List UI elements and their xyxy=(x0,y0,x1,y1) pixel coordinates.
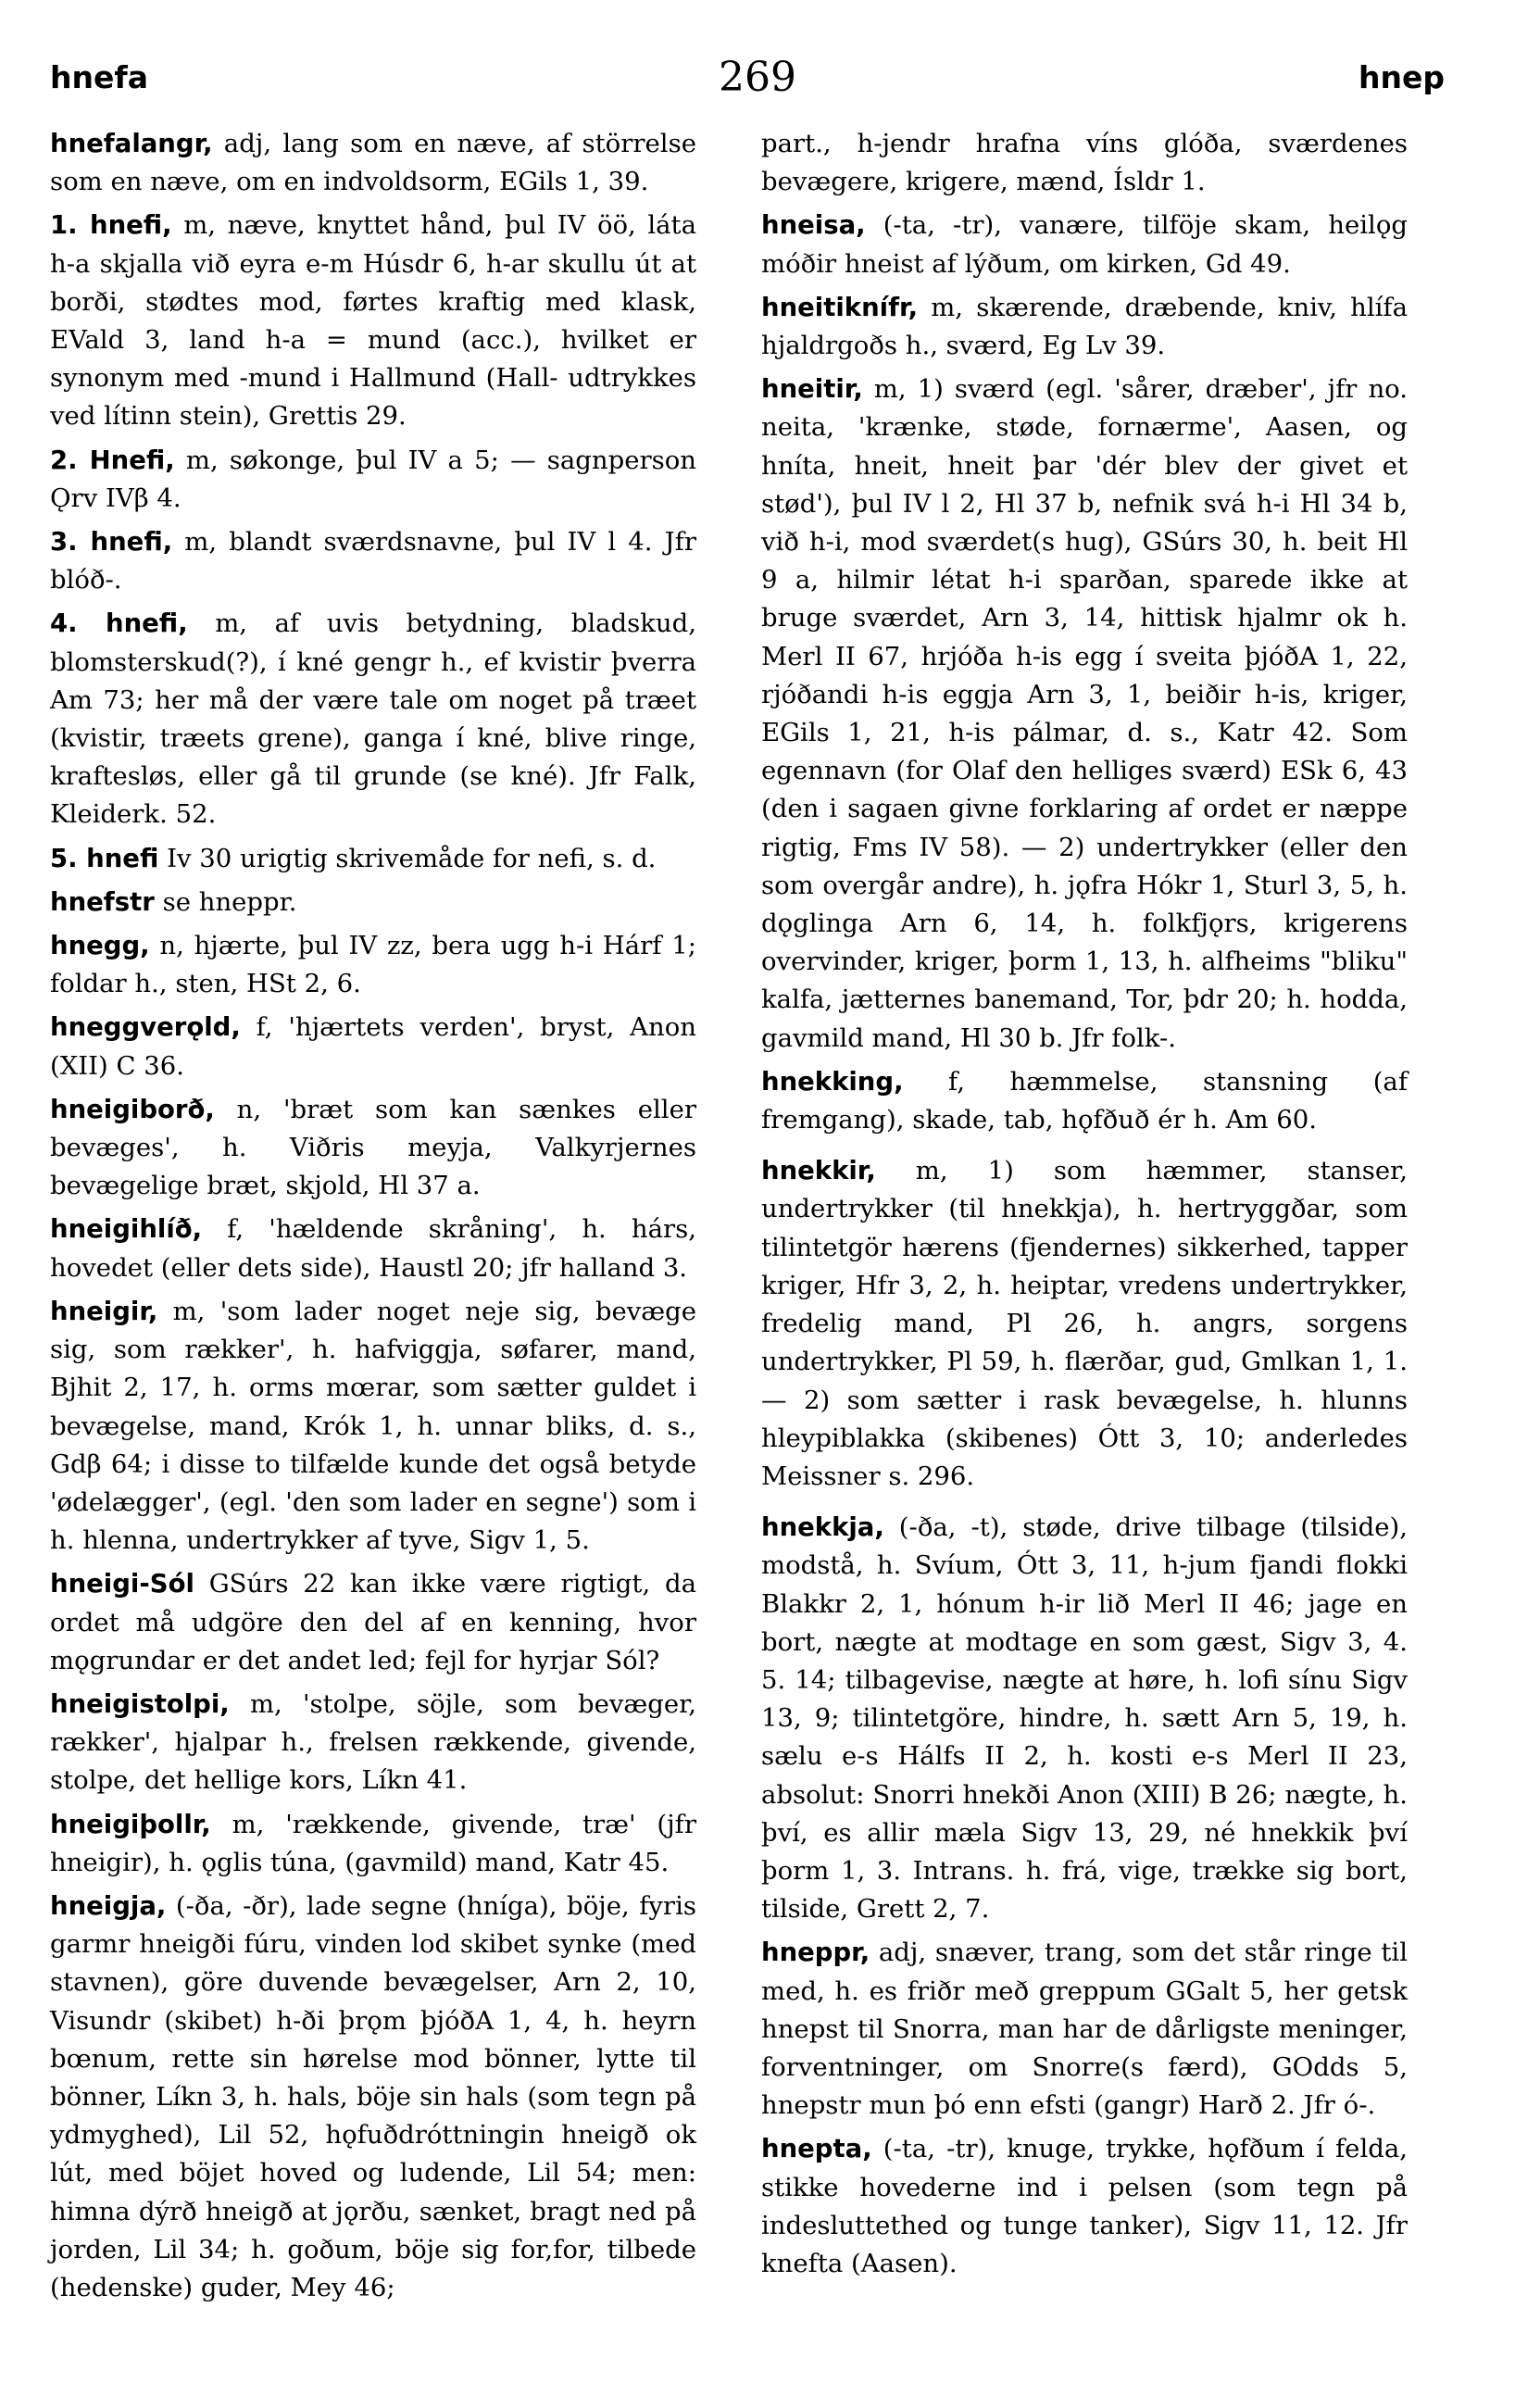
entry-headword: 1. hnefi, xyxy=(50,210,172,241)
dictionary-entry xyxy=(50,442,696,518)
entry-body: (-ta, -tr), knuge, trykke, hǫfðum í felda, stikke hovederne ind i pelsen (som tegn på indesluttethed og tunge tanker), Sigv 11, 12. Jfr knefta (Aasen). xyxy=(761,2134,1408,2278)
entry-body: m, blandt sværdsnavne, þul IV l 4. Jfr blóð-. xyxy=(50,527,696,596)
dictionary-entry xyxy=(761,1509,1408,1928)
entry-headword: hneigiþollr, xyxy=(50,1809,211,1839)
entry-headword: hnekking, xyxy=(761,1066,904,1097)
entry-body: adj, lang som en næve, af störrelse som en næve, om en indvoldsorm, EGils 1, 39. xyxy=(50,129,696,197)
right-column xyxy=(761,125,1408,2289)
dictionary-entry xyxy=(50,1806,696,1882)
page-number: 269 xyxy=(719,54,796,101)
dictionary-entry xyxy=(50,1686,696,1800)
entry-body: f, hæmmelse, stansning (af fremgang), skade, tab, hǫfðuð ér h. Am 60. xyxy=(761,1066,1408,1135)
entry-body: (-ða, -t), støde, drive tilbage (tilside), modstå, h. Svíum, Ótt 3, 11, h-jum fjandi flokki Blakkr 2, 1, hónum h-ir lið Merl II 46; jage en bort, nægte at modtage en som gæst, Sigv 3, 4. 5. 14; tilbagevise, nægte at høre, h. lofi sínu Sigv 13, 9; tilintetgöre, hindre, h. sætt Arn 5, 19, h. sælu e-s Hálfs II 2, h. kosti e-s Merl II 23, absolut: Snorri hnekði Anon (XIII) B 26; nægte, h. því, es allir mæla Sigv 13, 29, né hnekkik því þorm 1, 3. Intrans. h. frá, vige, trække sig bort, tilside, Grett 2, 7. xyxy=(761,1512,1408,1925)
entry-headword: hneggverǫld, xyxy=(50,1012,241,1043)
dictionary-entry xyxy=(50,1009,696,1085)
entry-body: f, 'hjærtets verden', bryst, Anon (XII) C 36. xyxy=(50,1012,696,1081)
dictionary-entry xyxy=(761,1934,1408,2125)
entry-body: GSúrs 22 kan ikke være rigtigt, da ordet må udgöre den del af en kenning, hvor mǫgrundar er det andet led; fejl for hyrjar Sól? xyxy=(50,1569,696,1675)
entry-headword: hnekkir, xyxy=(761,1156,876,1186)
entry-headword: hnefalangr, xyxy=(50,129,213,158)
entry-headword: hneisa, xyxy=(761,210,866,241)
entry-body: se hneppr. xyxy=(154,886,297,917)
dictionary-entry xyxy=(50,1293,696,1560)
entry-headword: hneigihlíð, xyxy=(50,1214,203,1245)
entry-body: m, 'som lader noget neje sig, bevæge sig, som rækker', h. hafviggja, søfarer, mand, Bjhit 2, 17, h. orms mœrar, som sætter guldet i bevægelse, mand, Krók 1, h. unnar bliks, d. s., Gdβ 64; i disse to tilfælde kunde det også betyde 'ødelægger', (egl. 'den som lader en segne') som i h. hlenna, undertrykker af tyve, Sigv 1, 5. xyxy=(50,1296,696,1556)
entry-headword: hneigistolpi, xyxy=(50,1688,230,1719)
entry-headword: hneitiknífr, xyxy=(761,292,919,322)
entry-body: m, 1) sværd (egl. 'sårer, dræber', jfr no. neita, 'krænke, støde, fornærme', Aasen, og hníta, hneit, hneit þar 'dér blev der givet et stød'), þul IV l 2, Hl 37 b, nefnik svá h-i Hl 34 b, við h-i, mod sværdet(s hug), GSúrs 30, h. beit Hl 9 a, hilmir létat h-i sparðan, sparede ikke at bruge sværdet, Arn 3, 14, hittisk hjalmr ok h. Merl II 67, hrjóða h-is egg í sveita þjóðA 1, 22, rjóðandi h-is eggja Arn 3, 1, beiðir h-is, kriger, EGils 1, 21, h-is pálmar, d. s., Katr 42. Som egennavn (for Olaf den helliges sværd) ESk 6, 43 (den i sagaen givne forklaring af ordet er næppe rigtig, Fms IV 58). — 2) undertrykker (eller den som overgår andre), h. jǫfra Hókr 1, Sturl 3, 5, h. dǫglinga Arn 6, 14, h. folkfjǫrs, krigerens overvinder, kriger, þorm 1, 13, h. alfheims "bliku" kalfa, jætternes banemand, Tor, þdr 20; h. hodda, gavmild mand, Hl 30 b. Jfr folk-. xyxy=(761,374,1408,1053)
entry-body: m, søkonge, þul IV a 5; — sagnperson Ǫrv IVβ 4. xyxy=(50,445,696,513)
entry-headword: hneppr, xyxy=(761,1938,870,1968)
entry-body: n, 'bræt som kan sænkes eller bevæges', h. Viðris meyja, Valkyrjernes bevægelige bræt, skjold, Hl 37 a. xyxy=(50,1094,696,1201)
entry-body: (-ða, -ðr), lade segne (hníga), böje, fyris garmr hneigði fúru, vinden lod skibet synke (med stavnen), göre duvende bevægelser, Arn 2, 10, Visundr (skibet) h-ði þrǫm þjóðA 1, 4, h. heyrn bœnum, rette sin hørelse mod bönner, lytte til bönner, Líkn 3, h. hals, böje sin hals (som tegn på ydmyghed), Lil 52, hǫfuðdróttningin hneigð ok lút, med böjet hoved og ludende, Lil 54; men: himna dýrð hneigð at jǫrðu, sænket, bragt ned på jorden, Lil 34; h. goðum, böje sig for,for, tilbede (hedenske) guder, Mey 46; xyxy=(50,1890,696,2302)
dictionary-entry xyxy=(50,1565,696,1680)
entry-body: m, 'stolpe, söjle, som bevæger, rækker', hjalpar h., frelsen rækkende, givende, stolpe, det hellige kors, Líkn 41. xyxy=(50,1688,696,1796)
entry-headword: hneitir, xyxy=(761,374,863,405)
entry-body: m, af uvis betydning, bladskud, blomsterskud(?), í kné gengr h., ef kvistir þverra Am 73; her må der være tale om noget på træet (kvistir, træets grene), ganga í kné, blive ringe, kraftesløs, eller gå til grunde (se kné). Jfr Falk, Kleiderk. 52. xyxy=(50,608,696,830)
entry-headword: hnepta, xyxy=(761,2134,872,2164)
running-head-right: hnep xyxy=(1358,59,1445,95)
dictionary-entry xyxy=(761,370,1408,1058)
running-head-left: hnefa xyxy=(50,59,148,95)
entry-headword: 4. hnefi, xyxy=(50,608,188,639)
dictionary-entry xyxy=(761,207,1408,282)
entry-body: n, hjærte, þul IV zz, bera ugg h-i Hárf 1; foldar h., sten, HSt 2, 6. xyxy=(50,931,696,999)
dictionary-entry xyxy=(761,289,1408,365)
entry-body: part., h-jendr hrafna víns glóða, sværdenes bevægere, krigere, mænd, Ísldr 1. xyxy=(761,129,1408,197)
entry-body: m, 1) som hæmmer, stanser, undertrykker (til hnekkja), h. hertryggðar, som tilintetgör hærens (fjendernes) sikkerhed, tapper kriger, Hfr 3, 2, h. heiptar, vredens undertrykker, fredelig mand, Pl 26, h. angrs, sorgens undertrykker, Pl 59, h. flærðar, gud, Gmlkan 1, 1. — 2) som sætter i rask bevægelse, h. hlunns hleypiblakka (skibenes) Ótt 3, 10; anderledes Meissner s. 296. xyxy=(761,1156,1408,1491)
entry-headword: hnegg, xyxy=(50,931,150,961)
entry-headword: hneigir, xyxy=(50,1296,158,1326)
entry-body: adj, snæver, trang, som det står ringe til med, h. es friðr með greppum GGalt 5, her getsk hnepst til Snorra, man har de dårligste meninger, forventninger, om Snorre(s færd), GOdds 5, hnepstr mun þó enn efsti (gangr) Harð 2. Jfr ó-. xyxy=(761,1938,1408,2121)
entry-body: Iv 30 urigtig skrivemåde for nefi, s. d. xyxy=(158,843,657,873)
left-column xyxy=(50,125,696,2313)
dictionary-entry xyxy=(50,927,696,1003)
dictionary-entry xyxy=(761,2130,1408,2283)
entry-body: f, 'hældende skråning', h. hárs, hovedet (eller dets side), Haustl 20; jfr halland 3. xyxy=(50,1214,696,1283)
entry-body: (-ta, -tr), vanære, tilföje skam, heilǫg móðir hneist af lýðum, om kirken, Gd 49. xyxy=(761,210,1408,279)
entry-headword: hnefstr xyxy=(50,886,155,917)
entry-body: m, skærende, dræbende, kniv, hlífa hjaldrgoðs h., sværd, Eg Lv 39. xyxy=(761,292,1408,361)
dictionary-entry xyxy=(50,1888,696,2307)
dictionary-entry xyxy=(50,840,696,878)
dictionary-entry xyxy=(50,125,696,201)
entry-headword: hneigi-Sól xyxy=(50,1569,194,1599)
entry-headword: hneigja, xyxy=(50,1890,167,1921)
dictionary-entry xyxy=(50,523,696,599)
dictionary-entry xyxy=(50,1210,696,1286)
entry-body: m, næve, knyttet hånd, þul IV öö, láta h-a skjalla við eyra e-m Húsdr 6, h-ar skullu út at borði, stødtes mod, førtes kraftig med klask, EVald 3, land h-a = mund (acc.), hvilket er synonym med -mund i Hallmund (Hall- udtrykkes ved lítinn stein), Grettis 29. xyxy=(50,210,697,432)
dictionary-entry xyxy=(50,884,696,922)
entry-body: m, 'rækkende, givende, træ' (jfr hneigir), h. ǫglis túna, (gavmild) mand, Katr 45. xyxy=(50,1809,696,1877)
dictionary-entry xyxy=(761,125,1408,201)
entry-headword: 3. hnefi, xyxy=(50,527,173,558)
entry-headword: 5. hnefi xyxy=(50,843,159,873)
entry-headword: hnekkja, xyxy=(761,1512,884,1543)
dictionary-entry xyxy=(761,1063,1408,1139)
entry-headword: 2. Hnefi, xyxy=(50,445,175,475)
dictionary-entry xyxy=(761,1152,1408,1496)
dictionary-entry xyxy=(50,207,696,435)
dictionary-entry xyxy=(50,605,696,834)
entry-headword: hneigiborð, xyxy=(50,1094,215,1124)
dictionary-entry xyxy=(50,1091,696,1206)
